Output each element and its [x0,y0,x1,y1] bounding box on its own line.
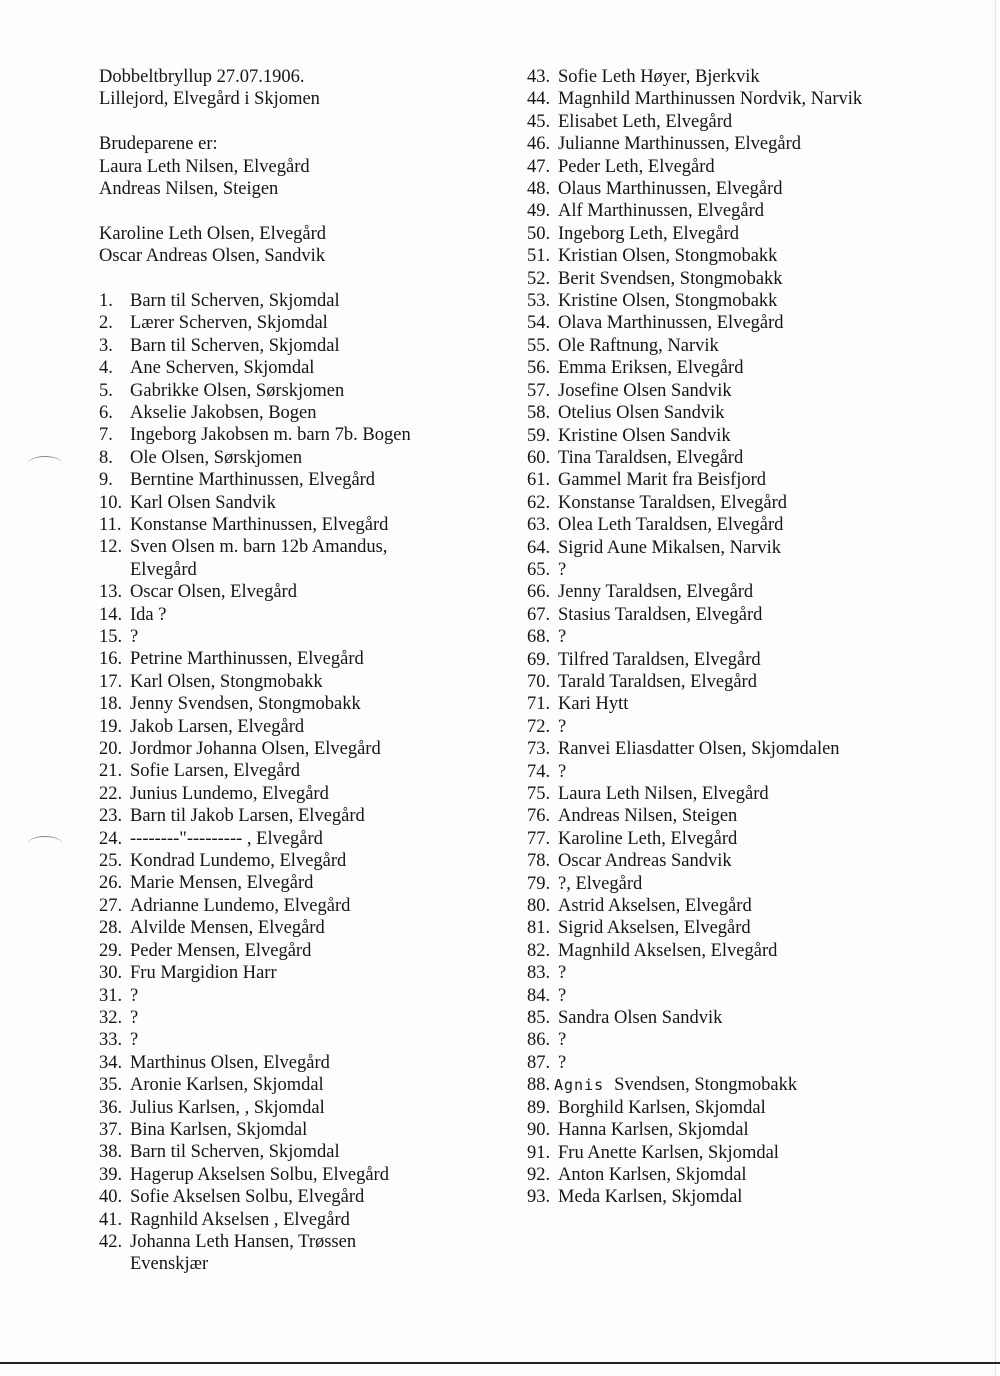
item-name: ? [130,1007,139,1028]
item-name: Astrid Akselsen, Elvegård [558,896,752,917]
list-item [527,850,967,872]
list-item [99,1164,509,1186]
item-number: 43. [527,67,551,87]
item-name: Sandra Olsen Sandvik [558,1008,723,1029]
item-name: Anton Karlsen, Skjomdal [558,1164,747,1185]
list-item [527,380,967,402]
list-item [99,380,509,402]
item-number: 12. [99,537,123,558]
item-name: Sigrid Akselsen, Elvegård [558,918,751,939]
item-number: 72. [527,716,551,737]
list-item [527,604,967,626]
item-name: Tarald Taraldsen, Elvegård [558,671,757,692]
item-number: 61. [527,470,551,491]
item-number: 81. [527,918,551,939]
list-item [99,514,509,536]
item-name: Meda Karlsen, Skjomdal [558,1187,743,1208]
item-number: 26. [99,873,123,894]
item-name: Sofie Larsen, Elvegård [130,761,301,782]
item-name: ? [558,716,567,737]
list-item [527,962,967,984]
item-number: 3. [99,335,113,356]
item-number: 23. [99,806,123,827]
item-name: Junius Lundemo, Elvegård [130,783,329,804]
list-item [99,940,509,962]
item-number: 89. [527,1097,551,1118]
item-name: Jordmor Johanna Olsen, Elvegård [130,739,381,760]
scan-mark [28,836,62,851]
item-number: 47. [527,156,551,177]
item-name: Laura Leth Nilsen, Elvegård [558,784,769,804]
item-name: Hanna Karlsen, Skjomdal [558,1120,749,1141]
item-name: Akselie Jakobsen, Bogen [130,402,317,423]
item-number: 51. [527,246,551,267]
list-item [99,872,509,894]
item-name: Petrine Marthinussen, Elvegård [130,649,364,670]
item-name: ? [558,985,567,1006]
item-number: 44. [527,89,551,110]
item-number: 57. [527,380,551,401]
list-item [527,895,967,917]
item-name: Oscar Andreas Sandvik [558,851,732,872]
item-name: Ida ? [130,604,167,625]
item-name: Gabrikke Olsen, Sørskjomen [130,380,345,401]
item-name: ? [130,985,139,1006]
list-item [99,536,509,581]
item-number: 59. [527,425,551,446]
list-item [527,1164,967,1186]
item-number: 18. [99,694,123,715]
item-number: 88. [527,1075,551,1096]
item-number: 10. [99,492,123,513]
item-name: Konstanse Taraldsen, Elvegård [558,492,788,513]
item-name: Josefine Olsen Sandvik [558,380,732,401]
list-item [527,492,967,514]
item-prefix: Agnis [554,1076,605,1095]
item-name: Peder Mensen, Elvegård [130,940,312,961]
list-item [527,649,967,671]
list-item [527,469,967,491]
item-number: 41. [99,1209,123,1230]
item-number: 32. [99,1007,123,1028]
list-item [99,402,509,424]
item-number: 1. [99,290,113,311]
item-name: Barn til Jakob Larsen, Elvegård [130,806,365,827]
item-name: Jenny Taraldsen, Elvegård [558,582,754,603]
item-number: 68. [527,627,551,648]
item-name: Ranvei Eliasdatter Olsen, Skjomdalen [558,739,840,760]
item-name: Kristian Olsen, Stongmobakk [558,246,778,267]
right-column [527,66,967,1209]
item-number: 90. [527,1120,551,1141]
list-item [527,425,967,447]
list-item [99,1074,509,1096]
item-name: Karl Olsen Sandvik [130,492,276,513]
list-item [527,873,967,895]
item-name: Barn til Scherven, Skjomdal [130,335,340,356]
list-item [99,671,509,693]
item-number: 28. [99,918,123,939]
item-number: 21. [99,761,123,782]
item-name: Olea Leth Taraldsen, Elvegård [558,515,784,536]
list-item [527,514,967,536]
list-item [527,626,967,648]
list-item [99,492,509,514]
item-name: Kristine Olsen, Stongmobakk [558,291,778,312]
item-name: ? [558,1052,567,1073]
item-name: Andreas Nilsen, Steigen [558,806,738,827]
item-number: 77. [527,828,551,849]
item-name: Karoline Leth, Elvegård [558,828,738,849]
list-item [527,940,967,962]
list-item [99,1119,509,1141]
item-number: 63. [527,515,551,536]
item-number: 20. [99,739,123,760]
item-name: Kondrad Lundemo, Elvegård [130,851,347,872]
couple1-bride: Laura Leth Nilsen, Elvegård [99,156,310,177]
item-number: 71. [527,694,551,715]
item-number: 38. [99,1142,123,1163]
item-number: 2. [99,313,113,334]
list-item [527,985,967,1007]
list-item [99,335,509,357]
item-name: Fru Anette Karlsen, Skjomdal [558,1142,779,1163]
item-name: Julius Karlsen, , Skjomdal [130,1097,325,1118]
list-item [527,1186,967,1208]
item-name: Ingeborg Leth, Elvegård [558,223,739,244]
item-name: Elisabet Leth, Elvegård [558,111,733,132]
item-name: Ole Raftnung, Narvik [558,335,719,356]
item-number: 66. [527,582,551,603]
list-item [527,223,967,245]
item-name: Stasius Taraldsen, Elvegård [558,604,763,625]
couple1-groom: Andreas Nilsen, Steigen [99,178,279,199]
item-name: ? [558,559,567,580]
list-item [527,268,967,290]
item-name: Olaus Marthinussen, Elvegård [558,179,783,200]
list-item [527,402,967,424]
list-item [99,447,509,469]
list-item [99,917,509,939]
list-item [99,738,509,760]
item-name: Aronie Karlsen, Skjomdal [130,1075,324,1096]
item-number: 15. [99,627,123,647]
list-item [99,312,509,334]
list-item [99,805,509,827]
item-name: Alf Marthinussen, Elvegård [558,201,765,222]
list-item [99,828,509,850]
item-name: ? [130,1030,139,1051]
item-name: Borghild Karlsen, Skjomdal [558,1097,766,1118]
list-item [527,1052,967,1074]
scan-mark [28,456,62,471]
item-name: Otelius Olsen Sandvik [558,403,725,424]
list-item [527,1119,967,1141]
list-item [527,200,967,222]
item-number: 24. [99,828,123,849]
item-number: 64. [527,537,551,558]
item-name: ? [558,627,567,648]
item-name: Julianne Marthinussen, Elvegård [558,134,802,155]
item-number: 92. [527,1164,551,1185]
list-item [527,693,967,715]
item-number: 9. [99,470,113,491]
list-item [527,357,967,379]
item-name: Tina Taraldsen, Elvegård [558,447,744,468]
item-number: 7. [99,425,113,446]
item-number: 75. [527,784,551,804]
item-name: Sigrid Aune Mikalsen, Narvik [558,537,782,558]
list-item [99,648,509,670]
item-number: 34. [99,1052,123,1073]
item-number: 22. [99,783,123,804]
item-number: 4. [99,358,113,379]
item-name: Hagerup Akselsen Solbu, Elvegård [130,1164,389,1185]
item-number: 82. [527,940,551,961]
list-item [99,1052,509,1074]
item-number: 17. [99,671,123,692]
list-item [527,738,967,760]
item-number: 55. [527,335,551,356]
item-name: Marie Mensen, Elvegård [130,873,314,894]
couple2-bride: Karoline Leth Olsen, Elvegård [99,223,327,244]
item-number: 69. [527,649,551,670]
list-item [99,760,509,782]
list-item [527,156,967,178]
item-name: Alvilde Mensen, Elvegård [130,918,325,939]
item-number: 83. [527,963,551,984]
item-number: 33. [99,1030,123,1051]
item-name: Ole Olsen, Sørskjomen [130,447,303,468]
page-bottom-edge [0,1362,1000,1364]
list-item [527,111,967,133]
list-item [99,357,509,379]
item-number: 14. [99,604,123,625]
item-number: 6. [99,402,113,423]
item-number: 30. [99,963,123,984]
list-item [527,335,967,357]
item-number: 35. [99,1075,123,1096]
item-number: 45. [527,111,551,132]
item-number: 16. [99,649,123,670]
item-name: Jenny Svendsen, Stongmobakk [130,694,361,715]
list-item [527,761,967,783]
list-item [99,1007,509,1029]
item-name: Magnhild Akselsen, Elvegård [558,940,778,961]
item-name: Adrianne Lundemo, Elvegård [130,895,351,916]
item-name: ? [558,963,567,984]
item-number: 84. [527,985,551,1006]
list-item [527,88,967,110]
item-number: 62. [527,492,551,513]
list-item [99,962,509,984]
document-title: Dobbeltbryllup 27.07.1906. [99,67,305,87]
item-name: Barn til Scherven, Skjomdal [130,1142,340,1163]
item-number: 67. [527,604,551,625]
list-item [99,693,509,715]
list-item [99,1186,509,1208]
item-number: 31. [99,985,123,1006]
item-number: 58. [527,403,551,424]
item-number: 50. [527,223,551,244]
item-number: 49. [527,201,551,222]
page-edge [995,0,996,1376]
item-name: Magnhild Marthinussen Nordvik, Narvik [558,89,863,110]
item-name: Berntine Marthinussen, Elvegård [130,470,376,491]
list-item [527,537,967,559]
list-item [527,312,967,334]
list-item [527,290,967,312]
list-item [527,66,967,88]
item-number: 93. [527,1187,551,1208]
item-number: 25. [99,851,123,872]
item-number: 5. [99,380,113,401]
item-number: 8. [99,447,113,468]
list-item [527,1142,967,1164]
list-item [527,1074,967,1096]
item-number: 42. [99,1231,123,1252]
item-name: Gammel Marit fra Beisfjord [558,470,767,491]
list-item [527,828,967,850]
guest-list-left [99,290,509,1276]
item-number: 37. [99,1119,123,1140]
item-number: 60. [527,447,551,468]
list-item [99,1029,509,1051]
list-item [99,424,509,446]
document-place: Lillejord, Elvegård i Skjomen [99,89,320,110]
item-name: ? [130,627,139,647]
list-item [527,581,967,603]
list-item [99,1141,509,1163]
item-number: 79. [527,873,551,894]
list-item [527,805,967,827]
item-number: 27. [99,895,123,916]
item-number: 73. [527,739,551,760]
item-name [554,1074,797,1096]
item-name: Lærer Scherven, Skjomdal [130,313,328,334]
item-name: Karl Olsen, Stongmobakk [130,671,323,692]
list-item [527,1097,967,1119]
item-name: Emma Eriksen, Elvegård [558,358,744,379]
list-item [99,783,509,805]
item-name: Fru Margidion Harr [130,963,277,984]
list-item [527,671,967,693]
item-number: 86. [527,1030,551,1051]
left-column [99,66,509,1276]
list-item [99,290,509,312]
item-number: 80. [527,896,551,917]
item-name-rest: Svendsen, Stongmobakk [614,1075,798,1096]
item-name: ? [558,1030,567,1051]
item-name: Tilfred Taraldsen, Elvegård [558,649,761,670]
list-item [99,1209,509,1231]
item-name: Konstanse Marthinussen, Elvegård [130,514,389,535]
list-item [99,985,509,1007]
item-number: 48. [527,179,551,200]
item-number: 76. [527,806,551,827]
list-item [99,716,509,738]
item-name: Sven Olsen m. barn 12b Amandus, Elvegård [130,537,388,580]
item-number: 65. [527,559,551,580]
list-item [99,1097,509,1119]
item-number: 70. [527,671,551,692]
list-item [99,626,509,648]
item-number: 46. [527,134,551,155]
item-name: Ane Scherven, Skjomdal [130,358,315,379]
item-name: Oscar Olsen, Elvegård [130,582,297,603]
item-name: Kristine Olsen Sandvik [558,425,731,446]
list-item [527,1007,967,1029]
item-number: 40. [99,1187,123,1208]
list-item [99,850,509,872]
list-item [99,895,509,917]
item-number: 19. [99,716,123,737]
item-name: Ragnhild Akselsen , Elvegård [130,1209,350,1230]
item-name: Peder Leth, Elvegård [558,156,715,177]
item-number: 53. [527,291,551,312]
item-name: Johanna Leth Hansen, Trøssen Evenskjær [130,1231,357,1275]
item-name: Jakob Larsen, Elvegård [130,716,305,737]
list-item [99,469,509,491]
list-item [527,133,967,155]
list-item [99,1231,509,1276]
item-number: 85. [527,1008,551,1029]
item-number: 87. [527,1052,551,1073]
item-name: Bina Karlsen, Skjomdal [130,1119,308,1140]
item-number: 91. [527,1142,551,1163]
item-number: 78. [527,851,551,872]
item-name: Berit Svendsen, Stongmobakk [558,268,783,289]
item-name: Ingeborg Jakobsen m. barn 7b. Bogen [130,425,411,446]
list-item [527,1029,967,1051]
list-item [99,604,509,626]
item-name: Barn til Scherven, Skjomdal [130,290,340,311]
item-name: ? [558,761,567,782]
item-name: Olava Marthinussen, Elvegård [558,313,784,334]
couples-heading: Brudeparene er: [99,134,218,155]
list-item [527,447,967,469]
item-name: ?, Elvegård [558,873,643,894]
item-name: Marthinus Olsen, Elvegård [130,1052,330,1073]
list-item [527,178,967,200]
item-number: 29. [99,940,123,961]
item-number: 52. [527,268,551,289]
item-number: 56. [527,358,551,379]
list-item [99,581,509,603]
item-number: 39. [99,1164,123,1185]
item-number: 54. [527,313,551,334]
item-name: Sofie Akselsen Solbu, Elvegård [130,1187,365,1208]
list-item [527,917,967,939]
list-item [527,245,967,267]
guest-list-right [527,66,967,1209]
item-number: 36. [99,1097,123,1118]
item-number: 74. [527,761,551,782]
list-item [527,716,967,738]
item-name: Kari Hytt [558,694,629,715]
list-item [527,783,967,805]
couple2-groom: Oscar Andreas Olsen, Sandvik [99,246,326,267]
item-number: 11. [99,514,122,535]
item-number: 13. [99,582,123,603]
item-name: --------"--------- , Elvegård [130,828,323,849]
item-name: Sofie Leth Høyer, Bjerkvik [558,67,760,87]
list-item [527,559,967,581]
